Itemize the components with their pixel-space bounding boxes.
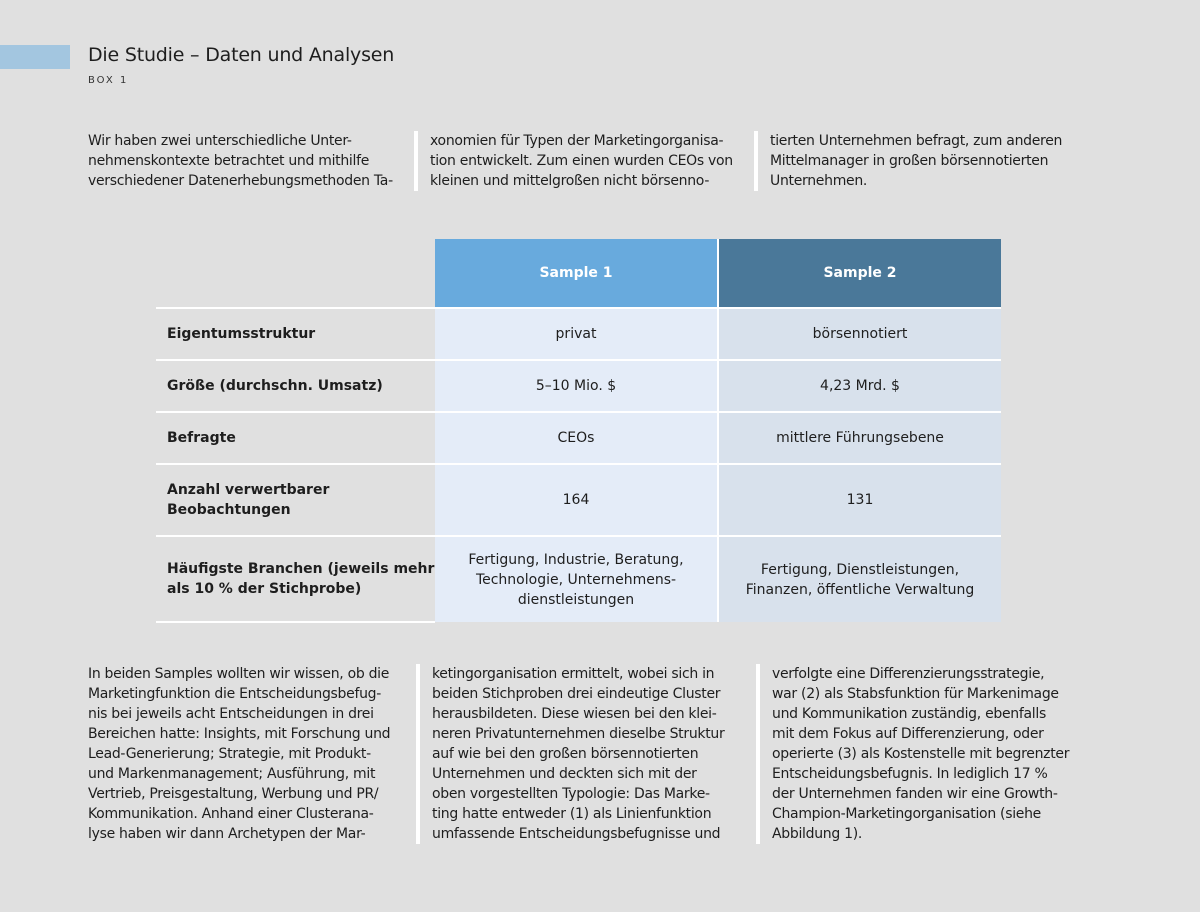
sample-1-value: CEOs: [435, 412, 718, 464]
sample-1-value: Fertigung, Industrie, Beratung, Technologie, Unternehmens- dienstleistungen: [435, 536, 718, 622]
row-label: Größe (durchschn. Umsatz): [156, 360, 435, 412]
table-row: [156, 308, 1001, 360]
sample-2-value: Fertigung, Dienstleistungen, Finanzen, öffentliche Verwaltung: [718, 536, 1001, 622]
table-row: [156, 536, 1001, 622]
body-column-3: verfolgte eine Differenzierungsstrategie, war (2) als Stabsfunktion für Markenimage und Kommunikation zuständig, ebenfalls mit dem Fokus auf Differenzierung, oder operierte (3) als Kostenstelle mit begrenzter Entscheidungsbefugnis. In lediglich 17 % der Unternehmen fanden wir eine Growth- Champion-Marketingorganisation (siehe Abbildung 1).: [756, 664, 1096, 844]
sample-2-value: börsennotiert: [718, 308, 1001, 360]
body-column-1: In beiden Samples wollten wir wissen, ob die Marketingfunktion die Entscheidungsbefug- nis bei jeweils acht Entscheidungen in drei Bereichen hatte: Insights, mit Forschung und Lead-Generierung; Strategie, mit Produkt- und Markenmanagement; Ausführung, mit Vertrieb, Preisgestaltung, Werbung und PR/ Kommunikation. Anhand einer Clusterana- lyse haben wir dann Archetypen der Mar-: [88, 666, 391, 842]
row-label: Häufigste Branchen (jeweils mehr als 10 % der Stichprobe): [156, 536, 435, 622]
table-row: [156, 360, 1001, 412]
intro-column-2: xonomien für Typen der Marketingorganisa- tion entwickelt. Zum einen wurden CEOs von kleinen und mittelgroßen nicht börsenno-: [414, 131, 754, 191]
body-text: [88, 664, 1096, 844]
header-empty-cell: [156, 239, 435, 308]
sample-comparison-table: [156, 239, 1001, 623]
table-header-row: [156, 239, 1001, 308]
table-row: [156, 464, 1001, 536]
sample-1-value: 164: [435, 464, 718, 536]
header-sample-2: Sample 2: [718, 239, 1001, 308]
sample-2-value: mittlere Führungsebene: [718, 412, 1001, 464]
accent-bar: [0, 45, 70, 69]
row-label: Eigentumsstruktur: [156, 308, 435, 360]
row-label: Befragte: [156, 412, 435, 464]
table-row: [156, 412, 1001, 464]
row-label: Anzahl verwertbarer Beobachtungen: [156, 464, 435, 536]
sample-1-value: 5–10 Mio. $: [435, 360, 718, 412]
intro-column-1: Wir haben zwei unterschiedliche Unter- nehmenskontexte betrachtet und mithilfe verschiedener Datenerhebungsmethoden Ta-: [88, 133, 393, 189]
header-sample-1: Sample 1: [435, 239, 718, 308]
sample-2-value: 4,23 Mrd. $: [718, 360, 1001, 412]
sample-1-value: privat: [435, 308, 718, 360]
intro-text: [88, 131, 1094, 191]
page-title: Die Studie – Daten und Analysen: [88, 44, 395, 66]
body-column-2: ketingorganisation ermittelt, wobei sich in beiden Stichproben drei eindeutige Cluster herausbildeten. Diese wiesen bei den klei- neren Privatunternehmen dieselbe Struktur auf wie bei den großen börsennotierten Unternehmen und deckten sich mit der oben vorgestellten Typologie: Das Marke- ting hatte entweder (1) als Linienfunktion umfassende Entscheidungsbefugnisse und: [416, 664, 756, 844]
sample-2-value: 131: [718, 464, 1001, 536]
intro-column-3: tierten Unternehmen befragt, zum anderen Mittelmanager in großen börsennotierten Unternehmen.: [754, 131, 1094, 191]
box-label: BOX 1: [88, 75, 129, 86]
